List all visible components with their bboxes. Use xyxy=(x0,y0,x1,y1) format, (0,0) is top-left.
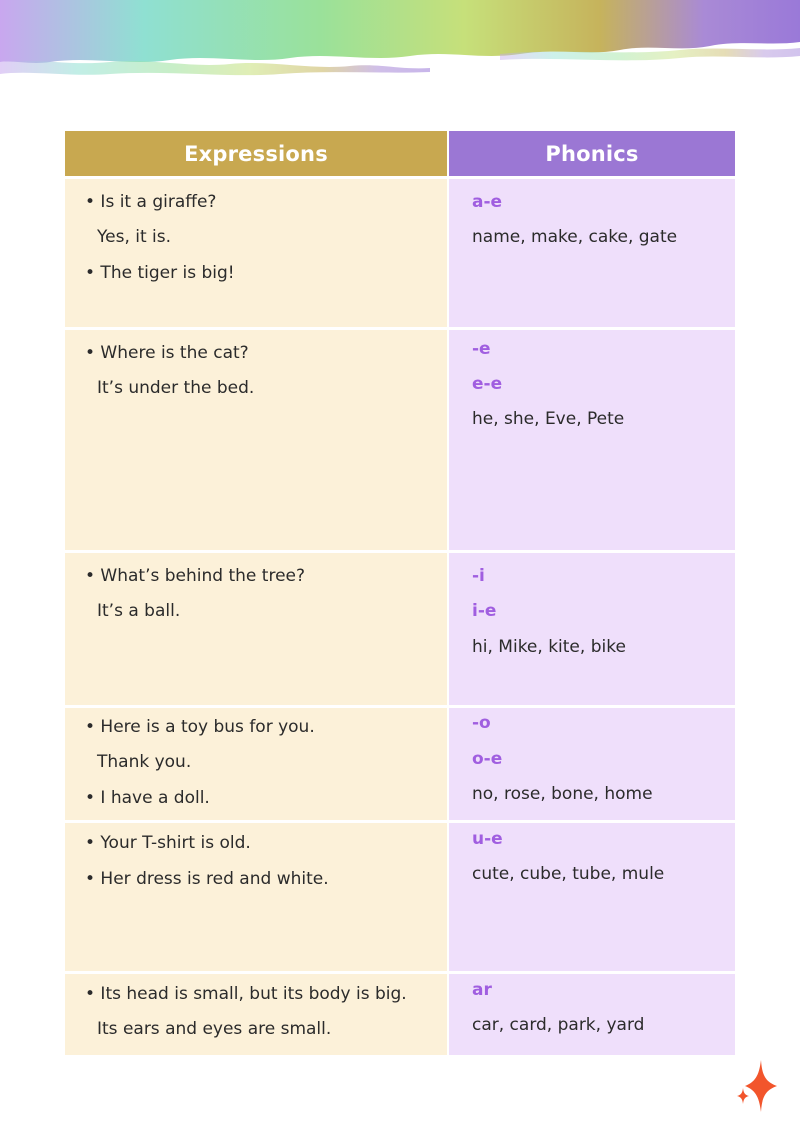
phonics-pattern: e-e xyxy=(472,374,503,394)
phonics-words: no, rose, bone, home xyxy=(472,784,653,804)
phonics-pattern: o-e xyxy=(472,749,503,769)
expression-line: • I have a doll. xyxy=(85,788,210,808)
phonics-words: name, make, cake, gate xyxy=(472,227,678,247)
expressions-cell xyxy=(65,179,447,327)
expression-line: • Where is the cat? xyxy=(85,343,249,363)
expression-line: • Her dress is red and white. xyxy=(85,869,329,889)
brush-stroke-banner xyxy=(0,0,800,90)
expression-line: Thank you. xyxy=(97,752,192,772)
expression-line: • Is it a giraffe? xyxy=(85,192,217,212)
phonics-cell xyxy=(449,553,735,705)
expression-line: Yes, it is. xyxy=(97,227,172,247)
expression-line: Its ears and eyes are small. xyxy=(97,1019,332,1039)
phonics-pattern: i-e xyxy=(472,601,497,621)
expressions-cell xyxy=(65,974,447,1055)
expression-line: • Its head is small, but its body is big. xyxy=(85,984,407,1004)
phonics-cell xyxy=(449,330,735,550)
phonics-pattern: -o xyxy=(472,713,491,733)
expressions-cell xyxy=(65,330,447,550)
expression-line: • Your T-shirt is old. xyxy=(85,833,251,853)
expressions-cell xyxy=(65,708,447,820)
phonics-words: hi, Mike, kite, bike xyxy=(472,637,626,657)
phonics-pattern: u-e xyxy=(472,829,503,849)
sparkle-icon xyxy=(735,1058,780,1113)
phonics-pattern: ar xyxy=(472,980,492,1000)
phonics-header: Phonics xyxy=(449,131,735,176)
expression-line: It’s a ball. xyxy=(97,601,181,621)
expressions-header: Expressions xyxy=(65,131,447,176)
phonics-cell xyxy=(449,974,735,1055)
expressions-cell xyxy=(65,553,447,705)
phonics-cell xyxy=(449,179,735,327)
phonics-cell xyxy=(449,823,735,971)
phonics-words: cute, cube, tube, mule xyxy=(472,864,665,884)
expression-line: • The tiger is big! xyxy=(85,263,235,283)
expressions-phonics-table xyxy=(65,131,735,1055)
phonics-words: he, she, Eve, Pete xyxy=(472,409,625,429)
phonics-words: car, card, park, yard xyxy=(472,1015,645,1035)
expression-line: It’s under the bed. xyxy=(97,378,255,398)
expression-line: • What’s behind the tree? xyxy=(85,566,306,586)
phonics-pattern: a-e xyxy=(472,192,503,212)
phonics-pattern: -i xyxy=(472,566,485,586)
phonics-pattern: -e xyxy=(472,339,491,359)
phonics-cell xyxy=(449,708,735,820)
expression-line: • Here is a toy bus for you. xyxy=(85,717,315,737)
expressions-cell xyxy=(65,823,447,971)
